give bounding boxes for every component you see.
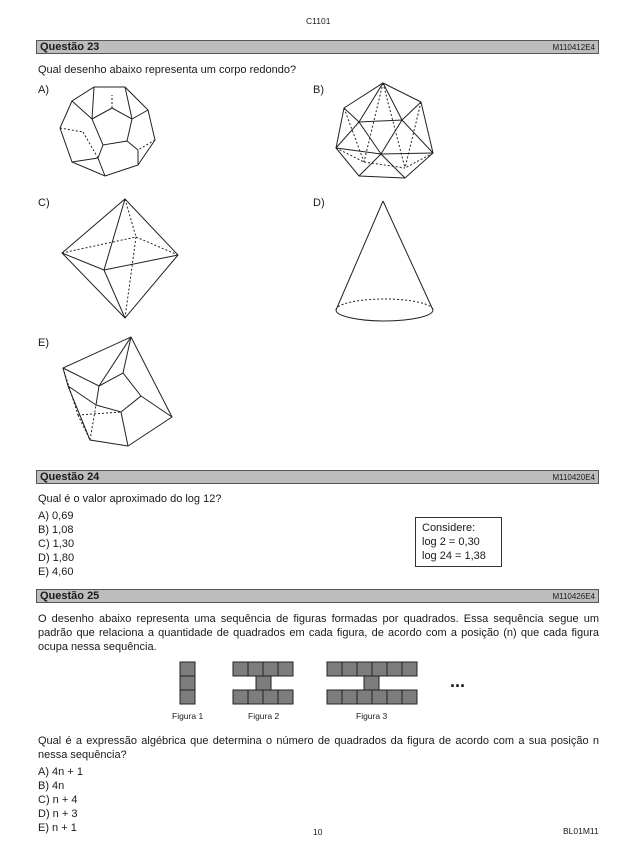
q25-option-b[interactable]: B) 4n: [38, 780, 65, 792]
question-25-code: M110426E4: [552, 592, 595, 601]
q25-option-a[interactable]: A) 4n + 1: [38, 766, 83, 778]
consider-title: Considere:: [422, 522, 476, 534]
option-e-label[interactable]: E): [38, 337, 49, 349]
option-a-label[interactable]: A): [38, 84, 49, 96]
option-b-label[interactable]: B): [313, 84, 324, 96]
figura-1-label: Figura 1: [172, 711, 204, 721]
footer-code: BL01M11: [563, 826, 599, 836]
question-24-code: M110420E4: [552, 473, 595, 482]
option-c-label[interactable]: C): [38, 197, 50, 209]
question-24-prompt: Qual é o valor aproximado do log 12?: [38, 493, 222, 505]
figura-2-label: Figura 2: [248, 711, 280, 721]
question-23-title: Questão 23: [40, 41, 100, 53]
question-23-code: M110412E4: [552, 43, 595, 52]
q24-option-b[interactable]: B) 1,08: [38, 524, 74, 536]
page-number: 10: [313, 827, 323, 837]
figura-2-squares: [233, 662, 293, 704]
question-25-question: Qual é a expressão algébrica que determina o número de quadrados da figura de acordo com a sua posição n nessa sequência?: [38, 735, 599, 761]
figura-3-label: Figura 3: [356, 711, 388, 721]
question-24-title: Questão 24: [40, 471, 100, 483]
q25-option-d[interactable]: D) n + 3: [38, 808, 78, 820]
q25-option-list: [38, 765, 83, 835]
option-d-label[interactable]: D): [313, 197, 325, 209]
sequence-ellipsis: ...: [450, 671, 466, 691]
q24-option-a[interactable]: A) 0,69: [38, 510, 74, 522]
q25-option-c[interactable]: C) n + 4: [38, 794, 78, 806]
q24-option-e[interactable]: E) 4,60: [38, 566, 74, 578]
consider-log2: log 2 = 0,30: [422, 536, 480, 548]
q25-option-e[interactable]: E) n + 1: [38, 822, 77, 834]
q24-option-d[interactable]: D) 1,80: [38, 552, 75, 564]
question-23-prompt: Qual desenho abaixo representa um corpo redondo?: [38, 64, 297, 76]
top-code: C1101: [306, 16, 331, 26]
question-25-intro: O desenho abaixo representa uma sequência de figuras formadas por quadrados. Essa sequência segue um padrão que relaciona a quantidade de quadrados em cada figura, de acordo com a posição (n) que cada figura ocupa nessa sequência.: [38, 613, 599, 653]
consider-log24: log 24 = 1,38: [422, 550, 486, 562]
q24-option-c[interactable]: C) 1,30: [38, 538, 75, 550]
figura-1-squares: [180, 662, 195, 704]
question-25-title: Questão 25: [40, 590, 100, 602]
figura-3-squares: [327, 662, 417, 704]
